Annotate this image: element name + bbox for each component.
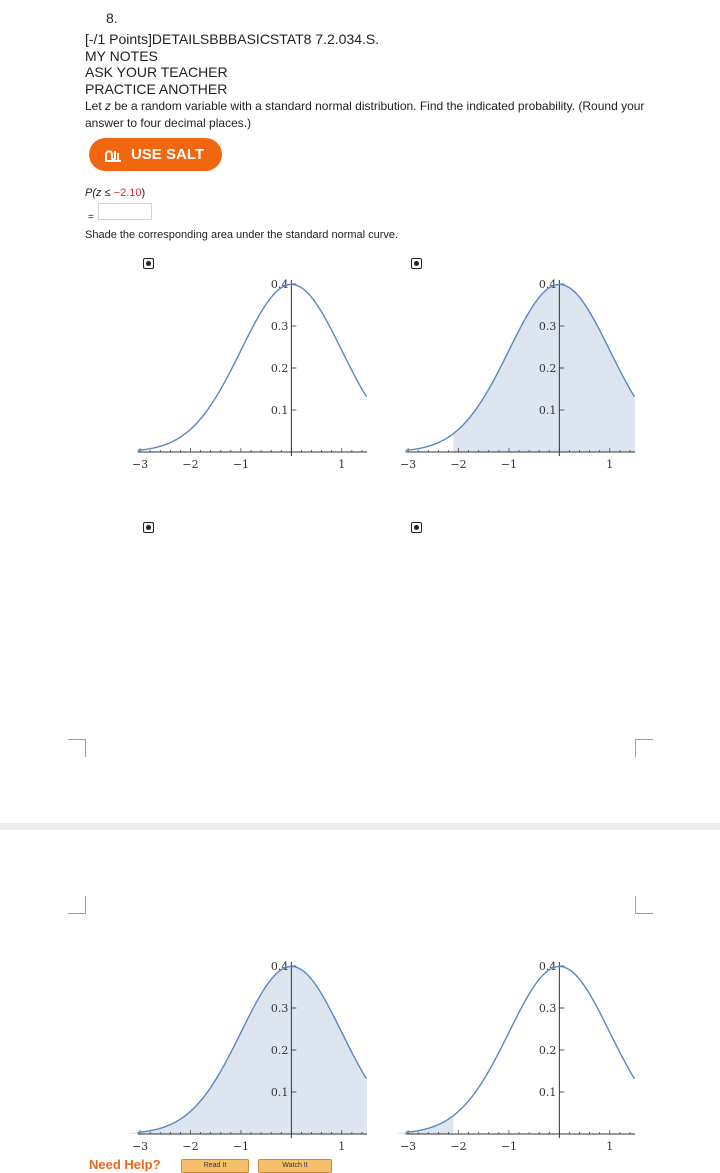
question-prompt — [85, 98, 645, 131]
x-tick-label: −1 — [500, 1140, 518, 1153]
graph-option-1-radio[interactable] — [143, 258, 154, 269]
page-divider — [0, 823, 720, 830]
y-tick-label: 0.2 — [270, 362, 289, 375]
graph-option-4-radio[interactable] — [411, 522, 422, 533]
question-header — [85, 31, 379, 97]
y-tick-label: 0.2 — [538, 1044, 557, 1057]
x-tick-label: 1 — [606, 458, 614, 471]
probability-expression — [85, 187, 145, 199]
y-tick-label: 0.1 — [270, 1086, 289, 1099]
points-line — [85, 31, 379, 48]
prob-suffix: ) — [141, 187, 146, 199]
question-number: 8. — [106, 10, 118, 26]
y-tick-label: 0.1 — [270, 404, 289, 417]
points-label: [-/1 Points] — [85, 31, 152, 47]
normal-curve-graph-4[interactable] — [398, 952, 643, 1162]
prob-prefix: P(z ≤ — [85, 187, 114, 199]
normal-curve-graph-1[interactable] — [130, 270, 375, 480]
x-tick-label: −3 — [399, 1140, 417, 1153]
y-tick-label: 0.4 — [538, 278, 557, 291]
watch-it-button[interactable]: Watch It — [258, 1159, 332, 1173]
x-tick-label: 1 — [606, 1140, 614, 1153]
equals-sign: = — [88, 212, 94, 223]
prompt-text-2: be a random variable with a standard normal distribution. Find the indicated probability. (Round your answer to four decimal places.) — [85, 99, 645, 130]
x-tick-label: −2 — [450, 458, 467, 471]
normal-curve — [138, 284, 367, 450]
x-tick-label: 1 — [338, 1140, 346, 1153]
x-tick-label: −2 — [182, 1140, 199, 1153]
viewport-corner — [635, 739, 653, 757]
shaded-area — [398, 1116, 453, 1134]
need-help-label: Need Help? — [89, 1157, 161, 1172]
practice-another-link[interactable]: PRACTICE ANOTHER — [85, 80, 228, 97]
y-tick-label: 0.1 — [538, 1086, 557, 1099]
y-tick-label: 0.4 — [270, 960, 289, 973]
y-tick-label: 0.4 — [538, 960, 557, 973]
read-it-button[interactable]: Read It — [181, 1159, 249, 1173]
normal-curve-graph-3[interactable] — [130, 952, 375, 1162]
prob-value: −2.10 — [113, 187, 142, 199]
x-tick-label: −3 — [131, 1140, 149, 1153]
y-tick-label: 0.1 — [538, 404, 557, 417]
x-tick-label: −2 — [450, 1140, 467, 1153]
question-code: BBBASICSTAT8 7.2.034.S. — [209, 31, 380, 47]
my-notes-link[interactable]: MY NOTES — [85, 47, 158, 64]
ask-teacher-link[interactable]: ASK YOUR TEACHER — [85, 64, 228, 80]
x-tick-label: 1 — [338, 458, 346, 471]
y-tick-label: 0.4 — [270, 278, 289, 291]
x-tick-label: −2 — [182, 458, 199, 471]
y-tick-label: 0.3 — [538, 320, 557, 333]
graph-option-3-radio[interactable] — [143, 522, 154, 533]
shade-instruction: Shade the corresponding area under the standard normal curve. — [85, 229, 399, 241]
graph-option-2-radio[interactable] — [411, 258, 422, 269]
x-tick-label: −1 — [232, 458, 250, 471]
prompt-text-1: Let — [85, 99, 106, 113]
salt-label: USE SALT — [130, 146, 205, 163]
x-tick-label: −3 — [131, 458, 149, 471]
shaded-area — [130, 966, 367, 1134]
viewport-corner — [68, 739, 86, 757]
details-link[interactable]: DETAILS — [151, 31, 210, 47]
use-salt-button[interactable] — [89, 138, 222, 171]
prompt-variable: z — [105, 99, 112, 113]
y-tick-label: 0.3 — [270, 1002, 289, 1015]
y-tick-label: 0.2 — [538, 362, 557, 375]
answer-input[interactable] — [98, 203, 152, 220]
viewport-corner — [68, 896, 86, 914]
y-tick-label: 0.2 — [270, 1044, 289, 1057]
x-tick-label: −1 — [500, 458, 518, 471]
y-tick-label: 0.3 — [270, 320, 289, 333]
salt-icon — [103, 147, 123, 163]
y-tick-label: 0.3 — [538, 1002, 557, 1015]
x-tick-label: −1 — [232, 1140, 250, 1153]
x-tick-label: −3 — [399, 458, 417, 471]
normal-curve — [406, 966, 635, 1132]
normal-curve-graph-2[interactable] — [398, 270, 643, 480]
viewport-corner — [635, 896, 653, 914]
